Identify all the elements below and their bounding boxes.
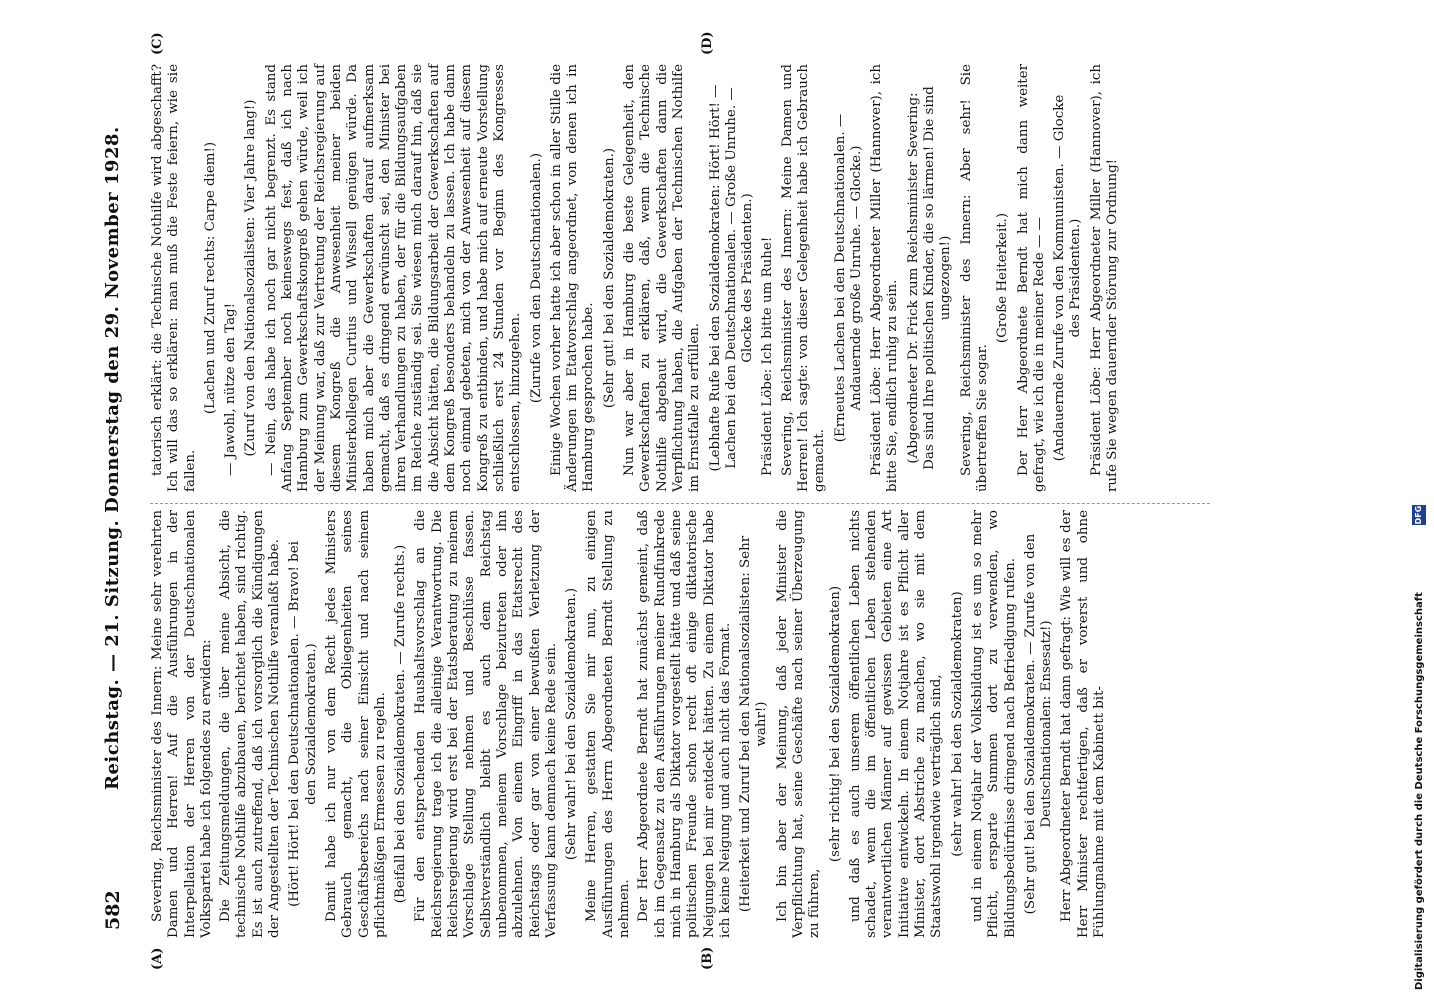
paragraph: Präsident Löbe: Ich bitte um Ruhe! xyxy=(760,236,776,476)
paragraph: — Jawohl, nütze den Tag! xyxy=(223,302,239,476)
reaction-line: (Sehr gut! bei den Sozialdemokraten.) xyxy=(601,147,617,409)
paragraph: Severing, Reichsminister des Innern: Aber sehr! Sie übertreffen Sie sogar. xyxy=(958,64,990,492)
paragraph: Für den entsprechenden Haushaltsvorschlag an die Reichsregierung trage ich die alleinige Verantwortung. Die Reichsregierung wird erst bei der Etatsberatung zu meinem Vorschlage Stellung nehmen und Beschlüsse fassen. Selbstverständlich bleibt es auch dem Reichstag unbenommen, meinem Vorschlage beizutreten oder ihn abzulehnen. Von einem Eingriff in das Etatsrecht des Reichstags oder gar von einer bewußten Verletzung der Verfassung kann demnach keine Rede sein. xyxy=(413,510,559,938)
page-number: 582 xyxy=(102,890,124,930)
reaction-line: (sehr richtig! bei den Sozialdemokraten) xyxy=(827,585,843,863)
reaction-line: (Beifall bei den Sozialdemokraten. — Zurufe rechts.) xyxy=(393,544,409,904)
reaction-line: (Abgeordneter Dr. Frick zum Reichsminister Severing: Das sind Ihre politischen Kinder, die so lärmen! Die sind ungezogen!) xyxy=(905,86,954,470)
paragraph: Severing, Reichsminister des Innern: Meine Damen und Herren! Ich sagte: von dieser Gelegenheit habe ich Gebrauch gemacht. xyxy=(779,64,828,492)
margin-mark-b: (B) xyxy=(700,946,715,970)
paragraph: und daß es auch unserem öffentlichen Leben nichts schadet, wenn die im öffentlichen Leben stehenden verantwortlichen Männer auf gewissen Gebieten eine Art Initiative entwickeln. In einem Notjahre ist es Pflicht aller Minister, dort Abstriche zu machen, wo sie mit dem Staatswohl irgendwie verträglich sind, xyxy=(847,510,945,938)
right-column xyxy=(150,64,1124,492)
reaction-line: (Lebhafte Rufe bei den Sozialdemokraten: Hört! Hört! — Lachen bei den Deutschnationalen. — Große Unruhe. — Glocke des Präsidenten.) xyxy=(707,84,756,472)
dfg-logo: DFG xyxy=(1412,505,1426,525)
paragraph: Nun war aber in Hamburg die beste Gelegenheit, den Gewerkschaften zu erklären, daß, wenn die Technische Nothilfe abgebaut wird, die Gewerkschaften dann die Verpflichtung haben, die Aufgaben der Technischen Nothilfe im Ernstfalle zu erfüllen. xyxy=(622,64,703,492)
paragraph: und in einem Notjahr der Volksbildung ist es um so mehr Pflicht, ersparte Summen dort zu verwenden, wo Bildungsbedürfnisse dringend nach Befriedigung rufen. xyxy=(969,510,1018,938)
paragraph: Ich bin aber der Meinung, daß jeder Minister die Verpflichtung hat, seine Geschäfte nach seiner Überzeugung zu führen, xyxy=(774,510,823,938)
reaction-line: (Sehr gut! bei den Sozialdemokraten. — Zurufe von den Deutschnationalen: Ensesatz!) xyxy=(1022,533,1055,915)
page-title: Reichstag. — 21. Sitzung. Donnerstag den 29. November 1928. xyxy=(102,126,123,790)
margin-mark-a: (A) xyxy=(150,947,165,970)
reaction-line: (Hört! Hört! bei den Deutschnationalen. — Bravo! bei den Sozialdemokraten.) xyxy=(287,541,319,907)
margin-mark-c: (C) xyxy=(150,32,165,55)
left-column xyxy=(150,510,1111,938)
reaction-line: (Sehr wahr! bei den Sozialdemokraten.) xyxy=(564,587,580,861)
paragraph: Die Zeitungsmeldungen, die über meine Absicht, die technische Nothilfe abzubauen, berichtet haben, sind richtig. Es ist auch zutreffend, daß ich vorsorglich die Kündigungen der Angestellten der Technischen Nothilfe veranlaßt habe. xyxy=(218,510,283,938)
reaction-line: (Erneutes Lachen bei den Deutschnationalen. — Andauernde große Unruhe. — Glocke.) xyxy=(832,113,864,443)
reaction-line: (Zuruf von den Nationalsozialisten: Vier Jahre lang!) xyxy=(243,99,259,457)
paragraph: Herr Abgeordneter Berndt hat dann gefragt: Wie will es der Herr Minister rechtfertigen, daß er vorerst und ohne Fühlungnahme mit dem Kabinett bit- xyxy=(1059,510,1108,938)
paragraph: Damit habe ich nur von dem Recht jedes Ministers Gebrauch gemacht, die Obliegenheiten seines Geschäftsbereichs nach seiner Einsicht und nach seinem pflichtmäßigen Ermessen zu regeln. xyxy=(323,510,388,938)
reaction-line: (Andauernde Zurufe von den Kommunisten. — Glocke des Präsidenten.) xyxy=(1052,94,1084,462)
reaction-line: (Große Heiterkeit.) xyxy=(995,212,1011,344)
margin-mark-d: (D) xyxy=(700,31,715,55)
paragraph: Severing, Reichsminister des Innern: Meine sehr verehrten Damen und Herren! Auf die Ausführungen in der Interpellation der Herren von der Deutschnationalen Volkspartei habe ich folgendes zu erwidern: xyxy=(150,510,214,938)
paragraph: Präsident Löbe: Herr Abgeordneter Miller (Hannover), ich rufe Sie wegen dauernder Störung zur Ordnung! xyxy=(1088,64,1121,492)
paragraph: Der Herr Abgeordnete Berndt hat mich dann weiter gefragt, wie ich die in meiner Rede — — xyxy=(1015,64,1047,492)
paragraph: Der Herr Abgeordnete Berndt hat zunächst gemeint, daß ich im Gegensatz zu den Ausführungen meiner Rundfunkrede mich in Hamburg als Diktator vorgestellt hätte und daß seine politischen Freunde schon recht oft einige diktatorische Neigungen bei mir entdeckt hätten. Zu einem Diktator habe ich keine Neigung und auch nicht das Format. xyxy=(636,510,733,938)
column-divider xyxy=(150,502,1210,504)
reaction-line: (Zurufe von den Deutschnationalen.) xyxy=(528,152,544,404)
reaction-line: (Lachen und Zuruf rechts: Carpe diem!) xyxy=(202,141,218,415)
paragraph: — Nein, das habe ich noch gar nicht begrenzt. Es stand Anfang September noch keineswegs fest, daß ich nach Hamburg zum Gewerkschaftskongreß gehen würde, weil ich der Meinung war, daß zur Vertretung der Reichsregierung auf diesem Kongreß die Anwesenheit meiner beiden Ministerkollegen Curtius und Wissell genügen würde. Da haben mich aber die Gewerkschaften darauf aufmerksam gemacht, daß es dringend erwünscht sei, den Minister bei ihren Verhandlungen zu haben, der für die Bildungsaufgaben im Reiche zuständig sei. Sie wiesen mich darauf hin, daß sie die Absicht hätten, die Bildungsarbeit der Gewerkschaften auf dem Kongreß besonders behandeln zu lassen. Ich habe dann noch einmal gebeten, mich von der Anwesenheit auf diesem Kongreß zu entbinden, und habe mich auf erneute Vorstellung schließlich erst 24 Stunden vor Beginn des Kongresses entschlossen, hinzugehen. xyxy=(263,64,524,492)
reaction-line: (sehr wahr! bei den Sozialdemokraten) xyxy=(949,591,965,857)
paragraph: Präsident Löbe: Herr Abgeordneter Miller (Hannover), ich bitte Sie, endlich ruhig zu sein. xyxy=(869,64,901,492)
reaction-line: (Heiterkeit und Zuruf bei den Nationalsozialisten: Sehr wahr!) xyxy=(738,535,770,913)
paragraph: Meine Herren, gestatten Sie mir nun, zu einigen Ausführungen des Herrn Abgeordneten Berndt Stellung zu nehmen. xyxy=(584,510,633,938)
paragraph: Einige Wochen vorher hatte ich aber schon in aller Stille die Änderungen im Etatvorschlag angeordnet, von denen ich in Hamburg gesprochen habe. xyxy=(548,64,597,492)
footer-text: Digitalisierung gefördert durch die Deutsche Forschungsgemeinschaft xyxy=(1414,592,1425,990)
page-header xyxy=(98,70,138,930)
paragraph: tatorisch erklärt: die Technische Nothilfe wird abgeschafft? Ich will das so erklären: man muß die Feste feiern, wie sie fallen. xyxy=(150,64,198,492)
